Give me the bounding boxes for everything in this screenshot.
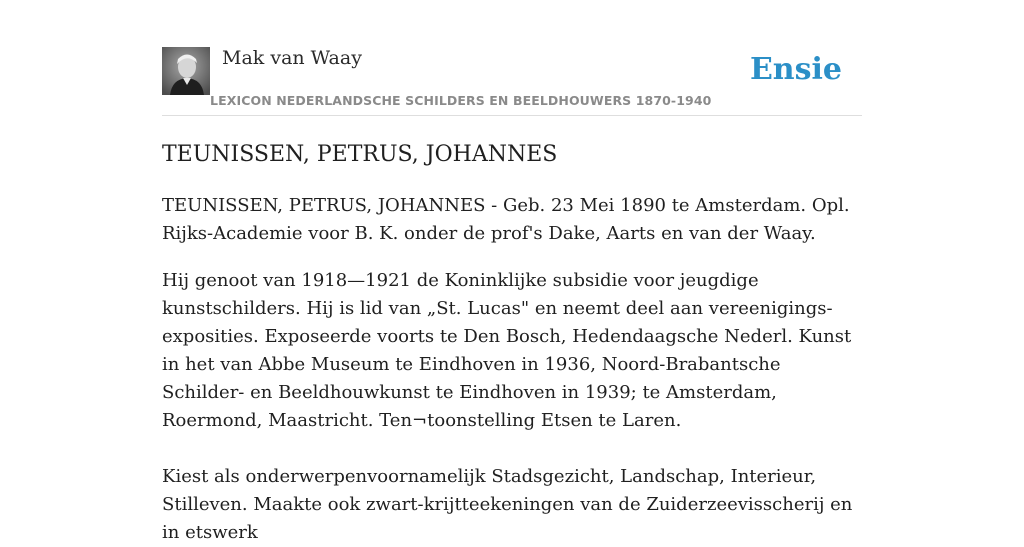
author-portrait-image: [162, 47, 210, 95]
entry-title: TEUNISSEN, PETRUS, JOHANNES: [162, 142, 558, 167]
lexicon-title[interactable]: LEXICON NEDERLANDSCHE SCHILDERS EN BEELDHOUWERS 1870-1940: [210, 93, 712, 108]
ensie-logo-link[interactable]: Ensie: [749, 52, 842, 87]
entry-paragraph-intro: TEUNISSEN, PETRUS, JOHANNES - Geb. 23 Mei 1890 te Amsterdam. Opl. Rijks-Academie voor B. K. onder de prof's Dake, Aarts en van der Waay.: [162, 195, 850, 244]
site-header: [162, 0, 862, 116]
page-container: [162, 0, 862, 543]
entry-body: [162, 192, 862, 547]
author-name[interactable]: Mak van Waay: [222, 47, 362, 69]
entry-paragraph-career: Hij genoot van 1918—1921 de Koninklijke subsidie voor jeugdige kunstschilders. Hij is lid van „St. Lucas" en neemt deel aan vereenigings-exposities. Exposeerde voorts te Den Bosch, Hedendaagsche Nederl. Kunst in het van Abbe Museum te Eindhoven in 1936, Noord-Brabantsche Schilder- en Beeldhouwkunst te Eindhoven in 1939; te Amsterdam, Roermond, Maastricht. Ten¬toonstelling Etsen te Laren.: [162, 270, 852, 431]
entry-paragraph-subjects: Kiest als onderwerpenvoornamelijk Stadsgezicht, Landschap, Interieur, Stilleven. Maakte ook zwart-krijtteekeningen van de Zuiderzeevisscherij en in etswerk: [162, 466, 853, 543]
author-avatar[interactable]: [162, 47, 210, 95]
